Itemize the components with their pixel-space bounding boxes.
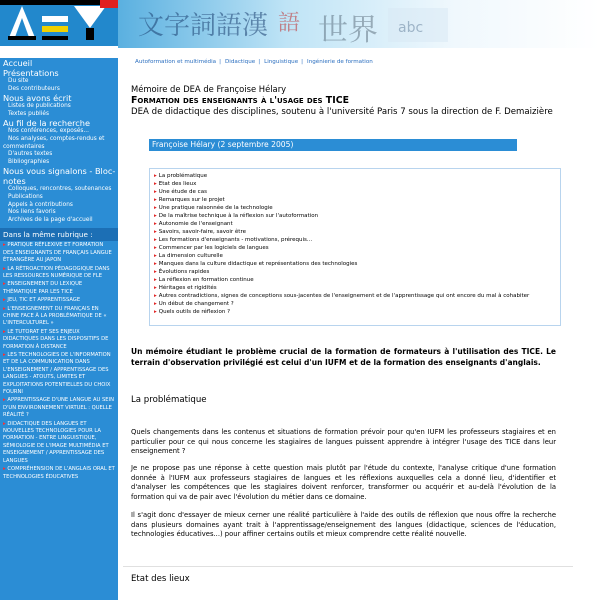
nav-separator: | bbox=[219, 59, 221, 65]
svg-text:abc: abc bbox=[398, 20, 424, 36]
sidebar-sub-item[interactable]: Du site bbox=[8, 78, 29, 84]
toc-item[interactable] bbox=[154, 284, 560, 292]
arrow-right-icon: ▸ bbox=[3, 420, 8, 427]
rubrique-item-label: DIDACTIQUE DES LANGUES ET NOUVELLES TECHNOLOGIES POUR LA FORMATION - ENTRE LINGUISTIQUE, SÉMIOLOGIE DE L'IMAGE MULTIMÉDIA ET ENSEIGNEMENT / APPRENTISSAGE DES LANGUES bbox=[3, 420, 109, 464]
arrow-right-icon: ▸ bbox=[154, 269, 157, 275]
sidebar-sub-item[interactable]: Nos liens favoris bbox=[8, 209, 56, 216]
toc-item-label: Autonomie de l'enseignant bbox=[158, 221, 233, 227]
arrow-right-icon: ▸ bbox=[154, 261, 157, 267]
sidebar-sub-item[interactable]: D'autres textes bbox=[8, 151, 53, 158]
sidebar-sub-item[interactable]: Textes publiés bbox=[8, 110, 49, 117]
toc-item[interactable] bbox=[154, 220, 560, 228]
top-navigation bbox=[118, 48, 600, 65]
toc-item[interactable] bbox=[154, 204, 560, 212]
rubrique-item-label: ENSEIGNEMENT DU LEXIQUE THÉMATIQUE PAR LES TICE bbox=[3, 281, 83, 295]
sidebar-presentations[interactable]: Présentations bbox=[3, 68, 59, 78]
toc-item-label: Etat des lieux bbox=[158, 181, 197, 187]
sidebar-sub-item[interactable]: Appels à contributions bbox=[8, 201, 73, 208]
arrow-right-icon: ▸ bbox=[154, 237, 157, 243]
rubrique-item[interactable] bbox=[3, 242, 115, 264]
toc-list bbox=[150, 169, 560, 316]
arrow-right-icon: ▸ bbox=[154, 253, 157, 259]
rubrique-item-label: PRATIQUE RÉFLEXIVE ET FORMATION DES ENSEIGNANTS DE FRANÇAIS LANGUE ÉTRANGÈRE AU JAPON bbox=[3, 242, 112, 264]
header-banner bbox=[118, 0, 600, 48]
sidebar-accueil[interactable]: Accueil bbox=[3, 58, 33, 68]
toc-item[interactable] bbox=[154, 276, 560, 284]
arrow-right-icon: ▸ bbox=[154, 293, 157, 299]
arrow-right-icon: ▸ bbox=[3, 397, 8, 404]
toc-item-label: La problématique bbox=[158, 173, 208, 179]
arrow-right-icon: ▸ bbox=[3, 328, 8, 335]
section-heading-problematique: La problématique bbox=[131, 395, 207, 405]
rubrique-item[interactable] bbox=[3, 421, 115, 465]
toc-item[interactable] bbox=[154, 308, 560, 316]
rubrique-item-label: LA RÉTROACTION PÉDAGOGIQUE DANS LES RESSOURCES NUMÉRIQUE DE FLE bbox=[3, 265, 110, 279]
rubrique-item-label: APPRENTISSAGE D'UNE LANGUE AU SEIN D'UN ENVIRONNEMENT VIRTUEL : QUELLE RÉALITÉ ? bbox=[3, 397, 114, 419]
toc-item[interactable] bbox=[154, 180, 560, 188]
svg-text:世界: 世界 bbox=[318, 13, 378, 48]
arrow-right-icon: ▸ bbox=[154, 277, 157, 283]
toc-item[interactable] bbox=[154, 236, 560, 244]
toc-item-label: Héritages et rigidités bbox=[158, 285, 217, 291]
sidebar-nous-avons-ecrit[interactable]: Nous avons écrit bbox=[3, 93, 72, 104]
author-bar: Françoise Hélary (2 septembre 2005) bbox=[149, 139, 517, 151]
rubrique-item[interactable] bbox=[3, 397, 115, 419]
arrow-right-icon: ▸ bbox=[154, 245, 157, 251]
arrow-right-icon: ▸ bbox=[154, 205, 157, 211]
header bbox=[0, 0, 600, 48]
arrow-right-icon: ▸ bbox=[3, 305, 8, 312]
toc-item[interactable] bbox=[154, 260, 560, 268]
rubrique-item[interactable] bbox=[3, 466, 115, 481]
sidebar-sub-item[interactable]: Nos conférences, exposés... bbox=[8, 128, 89, 135]
rubrique-item-label: LE TUTORAT ET SES ENJEUX DIDACTIQUES DANS LES DISPOSITIFS DE FORMATION À DISTANCE bbox=[3, 328, 109, 350]
nav-autoformation[interactable]: Autoformation et multimédia bbox=[135, 59, 217, 65]
svg-text:文字詞語漢: 文字詞語漢 bbox=[138, 11, 269, 41]
arrow-right-icon: ▸ bbox=[3, 297, 8, 304]
rubrique-item-label: L'ENSEIGNEMENT DU FRANÇAIS EN CHINE FACE À LA PROBLÉMATIQUE DE « L'INTERCULTUREL » bbox=[3, 305, 107, 327]
divider bbox=[123, 566, 573, 567]
toc-item-label: Savoirs, savoir-faire, savoir être bbox=[158, 229, 246, 235]
toc-item-label: La dimension culturelle bbox=[158, 253, 223, 259]
rubrique-item[interactable] bbox=[3, 352, 115, 396]
section-heading-etat-des-lieux: Etat des lieux bbox=[131, 574, 190, 584]
toc-item[interactable] bbox=[154, 172, 560, 180]
article-header bbox=[131, 84, 556, 118]
sidebar-sub-item[interactable]: Publications bbox=[8, 193, 43, 200]
rubrique-list bbox=[0, 241, 118, 481]
paragraph: Je ne propose pas une réponse à cette question mais plutôt par l'étude du contexte, l'analyse critique d'une formation donnée à l'IUFM aux professeurs stagiaires de langues et les réflexions auxquelles cela a donné lieu, d'identifier et d'analyser les compétences que les stagiaires doivent renforcer, transformer ou acquérir et au-delà l'évolution de la formation qui va de pair avec l'évolution du métier dans ce domaine. bbox=[131, 464, 556, 501]
arrow-right-icon: ▸ bbox=[154, 197, 157, 203]
toc-item[interactable] bbox=[154, 212, 560, 220]
toc-item[interactable] bbox=[154, 244, 560, 252]
nav-linguistique[interactable]: Linguistique bbox=[264, 59, 299, 65]
arrow-right-icon: ▸ bbox=[154, 301, 157, 307]
toc-item-label: Les formations d'enseignants - motivations, prérequis... bbox=[158, 237, 313, 243]
rubrique-item[interactable] bbox=[3, 306, 115, 328]
rubrique-item[interactable] bbox=[3, 297, 115, 304]
toc-item-label: Une pratique raisonnée de la technologie bbox=[158, 205, 273, 211]
paragraph: Quels changements dans les contenus et situations de formation prévoir pour qu'en IUFM les professeurs stagiaires et en particulier pour ce qui nous concerne les stagiaires de langues puissent apprendre à intégrer l'usage des TICE dans leur enseignement ? bbox=[131, 428, 556, 456]
toc-item[interactable] bbox=[154, 228, 560, 236]
sidebar-sub-item[interactable]: Bibliographies bbox=[8, 158, 50, 165]
sidebar-sub-item[interactable]: Listes de publications bbox=[8, 103, 71, 110]
toc-item[interactable] bbox=[154, 268, 560, 276]
table-of-contents bbox=[149, 168, 561, 326]
intro-paragraph: Un mémoire étudiant le problème crucial de la formation de formateurs à l'utilisation des TICE. Le terrain d'observation privilégié est celui d'un IUFM et de la formation des enseignants d'anglais. bbox=[131, 347, 556, 367]
sidebar-sub-item[interactable]: Nos analyses, comptes-rendus et commentaires bbox=[3, 135, 105, 150]
toc-item[interactable] bbox=[154, 196, 560, 204]
toc-item-label: Une étude de cas bbox=[158, 189, 207, 195]
toc-item-label: Évolutions rapides bbox=[158, 269, 210, 275]
toc-item-label: De la maîtrise technique à la réflexion sur l'autoformation bbox=[158, 213, 319, 219]
toc-item-label: La réflexion en formation continue bbox=[158, 277, 254, 283]
page-title: Formation des enseignants à l'usage des TICE bbox=[131, 95, 349, 106]
sidebar-au-fil[interactable]: Au fil de la recherche bbox=[3, 118, 91, 129]
arrow-right-icon: ▸ bbox=[3, 281, 8, 288]
sidebar-sub-item[interactable]: Archives de la page d'accueil bbox=[8, 216, 93, 223]
nav-didactique[interactable]: Didactique bbox=[224, 59, 256, 65]
arrow-right-icon: ▸ bbox=[3, 265, 8, 272]
nav-separator: | bbox=[301, 59, 304, 65]
toc-item-label: Manques dans la culture didactique et représentations des technologies bbox=[158, 261, 358, 267]
rubrique-item[interactable] bbox=[3, 281, 115, 296]
arrow-right-icon: ▸ bbox=[154, 181, 157, 187]
arrow-right-icon: ▸ bbox=[154, 213, 157, 219]
arrow-right-icon: ▸ bbox=[154, 173, 157, 179]
arrow-right-icon: ▸ bbox=[154, 309, 157, 315]
toc-item-label: Autres contradictions, signes de conceptions sous-jacentes de l'enseignement et de l'apprentissage qui ont encore du mal à cohabiter bbox=[158, 293, 530, 299]
arrow-right-icon: ▸ bbox=[154, 221, 157, 227]
site-logo[interactable] bbox=[0, 0, 118, 46]
sidebar bbox=[0, 58, 118, 600]
nav-ingenierie[interactable]: Ingénierie de formation bbox=[307, 59, 373, 65]
paragraph: Il s'agit donc d'essayer de mieux cerner une réalité particulière à l'aide des outils de réflexion que nous offre la recherche dans plusieurs domaines ayant trait à l'apprentissage/enseignement des langues (didactique, sciences de l'éducation, technologies éducatives...) pour affiner certains outils et mieux comprendre cette réalité nouvelle. bbox=[131, 511, 556, 539]
rubrique-item-label: COMPRÉHENSION DE L'ANGLAIS ORAL ET TECHNOLOGIES ÉDUCATIVES bbox=[3, 466, 115, 480]
sidebar-sub-item[interactable]: Colloques, rencontres, soutenances bbox=[8, 186, 112, 193]
rubrique-item-label: LES TECHNOLOGIES DE L'INFORMATION ET DE LA COMMUNICATION DANS L'ENSEIGNEMENT / APPRENTISSAGE DES LANGUES - ATOUTS, LIMITES ET EXPLOITATIONS POTENTIELLES DU CHOIX FOURNI bbox=[3, 352, 111, 396]
nav-separator: | bbox=[258, 59, 261, 65]
memoire-line: Mémoire de DEA de Françoise Hélary bbox=[131, 84, 287, 94]
toc-item-label: Un début de changement ? bbox=[158, 301, 234, 307]
arrow-right-icon: ▸ bbox=[154, 189, 157, 195]
arrow-right-icon: ▸ bbox=[3, 352, 8, 358]
toc-item-label: Remarques sur le projet bbox=[158, 197, 225, 203]
rubrique-heading: Dans la même rubrique : bbox=[0, 228, 118, 241]
arrow-right-icon: ▸ bbox=[3, 466, 8, 473]
toc-item-label: Commencer par les logiciels de langues bbox=[158, 245, 269, 251]
toc-item[interactable] bbox=[154, 300, 560, 308]
svg-text:語: 語 bbox=[278, 11, 301, 36]
rubrique-item[interactable] bbox=[3, 329, 115, 351]
arrow-right-icon: ▸ bbox=[3, 242, 8, 249]
rubrique-item[interactable] bbox=[3, 266, 115, 281]
toc-item-label: Quels outils de réflexion ? bbox=[158, 309, 230, 315]
dea-line: DEA de didactique des disciplines, soutenu à l'université Paris 7 sous la direction de F. Demaizière bbox=[131, 107, 553, 117]
rubrique-item-label: JEU, TIC ET APPRENTISSAGE bbox=[7, 297, 81, 304]
toc-item[interactable] bbox=[154, 188, 560, 196]
toc-item[interactable] bbox=[154, 292, 560, 300]
sidebar-signalons[interactable]: Nous vous signalons - Bloc-notes bbox=[3, 166, 116, 187]
arrow-right-icon: ▸ bbox=[154, 285, 157, 291]
sidebar-sub-item[interactable]: Des contributeurs bbox=[8, 85, 60, 92]
toc-item[interactable] bbox=[154, 252, 560, 260]
arrow-right-icon: ▸ bbox=[154, 229, 157, 235]
